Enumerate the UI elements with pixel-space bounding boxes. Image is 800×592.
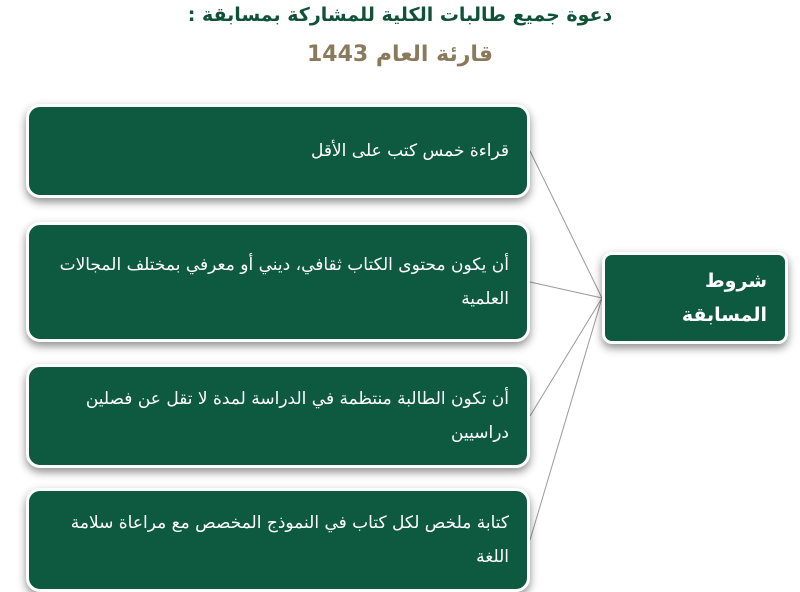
central-node-label: شروط المسابقة [681,270,767,326]
condition-box-1 [26,104,530,198]
condition-text-4: كتابة ملخص لكل كتاب في النموذج المخصص مع مراعاة سلامة اللغة [70,513,509,567]
central-node-box [602,252,788,344]
connector-line-1 [530,151,602,298]
condition-text-3: أن تكون الطالبة منتظمة في الدراسة لمدة لا تقل عن فصلين دراسيين [85,389,509,443]
condition-box-4 [26,488,530,592]
condition-text-1: قراءة خمس كتب على الأقل [310,141,509,161]
invitation-title: دعوة جميع طالبات الكلية للمشاركة بمسابقة : [187,4,613,26]
condition-text-2: أن يكون محتوى الكتاب ثقافي، ديني أو معرفي بمختلف المجالات العلمية [59,255,509,309]
condition-box-3 [26,364,530,468]
competition-title: قارئة العام 1443 [306,42,494,67]
connector-line-4 [530,298,602,540]
connector-line-3 [530,298,602,416]
condition-box-2 [26,222,530,342]
connector-line-2 [530,282,602,298]
